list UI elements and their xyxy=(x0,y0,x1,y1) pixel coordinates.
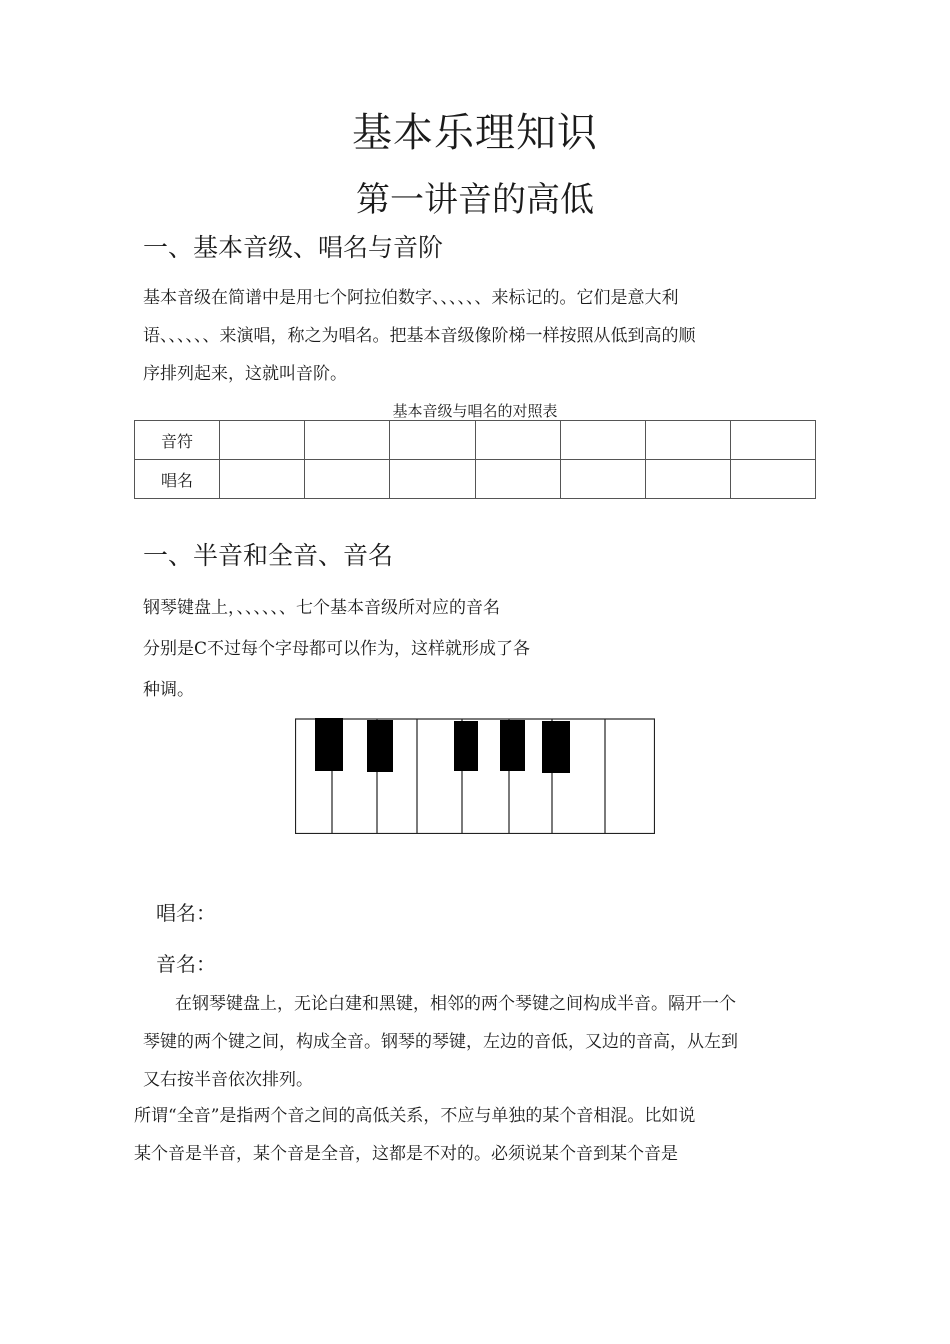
solfege-label: 唱名： xyxy=(156,901,216,925)
black-key xyxy=(454,721,478,771)
lecture-subtitle: 第一讲音的高低 xyxy=(356,180,594,220)
table-cell xyxy=(730,421,815,460)
table-caption: 基本音级与唱名的对照表 xyxy=(392,402,558,420)
table-cell xyxy=(305,460,390,499)
table-cell xyxy=(560,460,645,499)
wholetone-line-1: 所谓“全音”是指两个音之间的高低关系，不应与单独的某个音相混。比如说 xyxy=(134,1106,696,1126)
note-solfege-table xyxy=(134,420,816,499)
note-name-label: 音名： xyxy=(156,952,216,976)
row-label-solfege: 唱名 xyxy=(135,460,220,499)
semitone-line-3: 又右按半音依次排列。 xyxy=(143,1070,313,1090)
black-key xyxy=(367,720,393,772)
semitone-line-2: 琴键的两个键之间，构成全音。钢琴的琴键，左边的音低，又边的音高，从左到 xyxy=(143,1032,738,1052)
table-cell xyxy=(390,421,475,460)
table-cell xyxy=(220,421,305,460)
section1-line-3: 序排列起来，这就叫音阶。 xyxy=(143,364,347,384)
table-cell xyxy=(220,460,305,499)
semitone-line-1: 在钢琴键盘上，无论白建和黑键，相邻的两个琴键之间构成半音。隔开一个 xyxy=(175,994,736,1014)
table-row xyxy=(135,460,816,499)
section2-line-1: 钢琴键盘上，、、、、、、七个基本音级所对应的音名 xyxy=(143,598,500,618)
table-cell xyxy=(645,460,730,499)
table-cell xyxy=(730,460,815,499)
table-cell xyxy=(560,421,645,460)
section2-line-2: 分别是C不过每个字母都可以作为，这样就形成了各 xyxy=(143,639,531,659)
document-title: 基本乐理知识 xyxy=(352,110,598,156)
wholetone-line-2: 某个音是半音，某个音是全音，这都是不对的。必须说某个音到某个音是 xyxy=(134,1144,678,1164)
section1-line-2: 语、、、、、、来演唱，称之为唱名。把基本音级像阶梯一样按照从低到高的顺 xyxy=(143,326,696,346)
section1-heading: 一、基本音级、唱名与音阶 xyxy=(143,233,444,262)
table-cell xyxy=(305,421,390,460)
table-cell xyxy=(475,421,560,460)
table-cell xyxy=(475,460,560,499)
table-row xyxy=(135,421,816,460)
piano-keyboard xyxy=(295,718,655,834)
black-key xyxy=(500,720,525,771)
table-cell xyxy=(390,460,475,499)
section2-heading: 一、半音和全音、音名 xyxy=(143,541,394,570)
section2-line-3: 种调。 xyxy=(143,680,194,700)
section1-line-1: 基本音级在简谱中是用七个阿拉伯数字、、、、、、来标记的。它们是意大利 xyxy=(143,288,679,308)
row-label-note: 音符 xyxy=(135,421,220,460)
table-cell xyxy=(645,421,730,460)
black-key xyxy=(315,718,343,771)
black-key xyxy=(542,721,570,773)
